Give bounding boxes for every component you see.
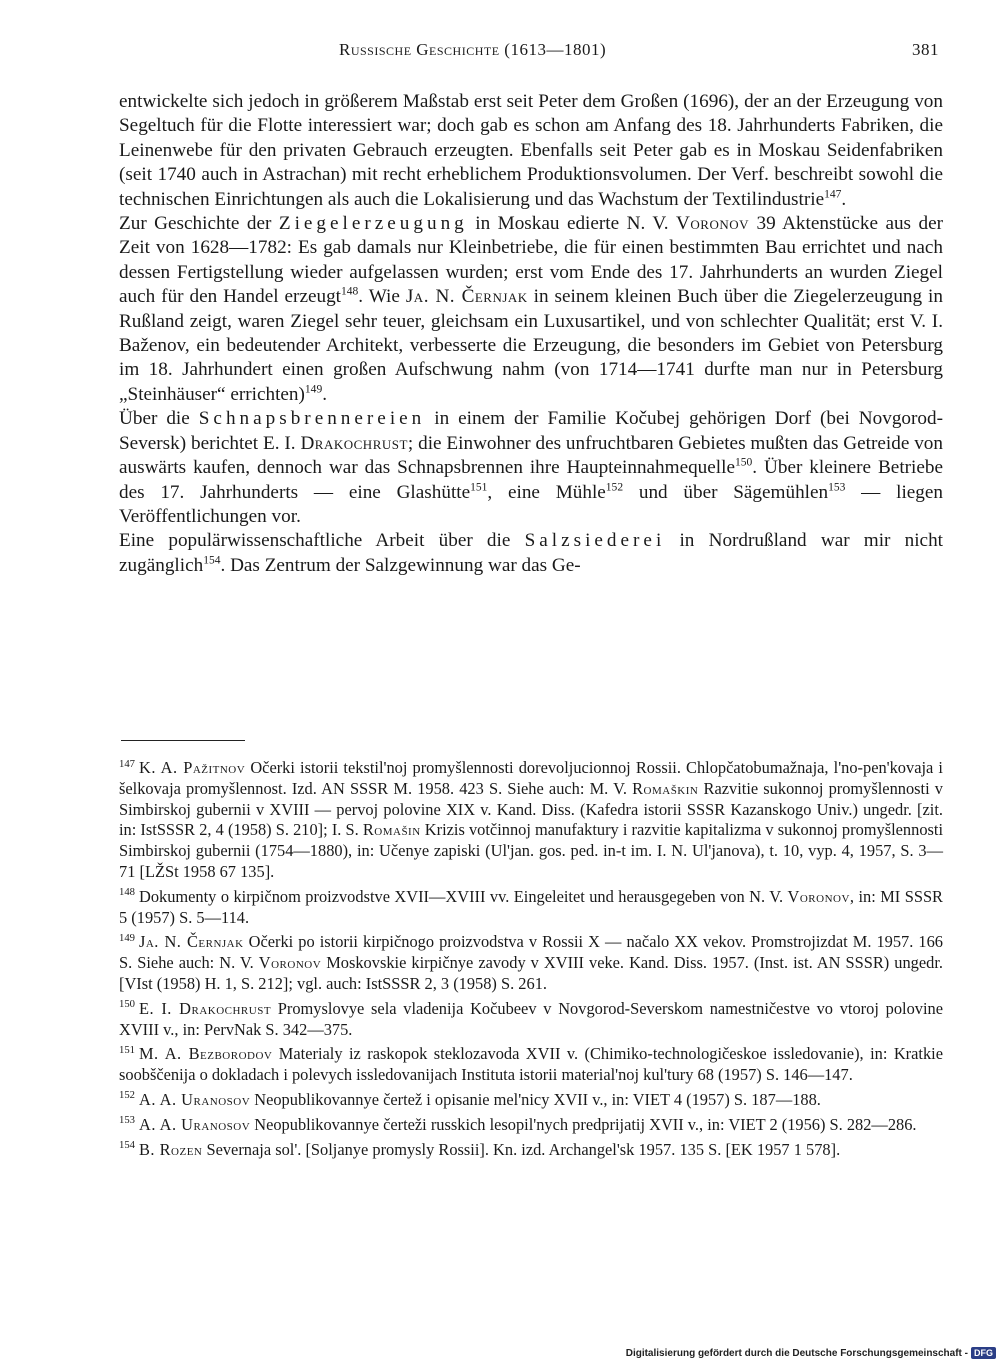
author-name: Ja. N. Černjak (405, 286, 528, 308)
credit-text: Digitalisierung gefördert durch die Deutsche Forschungsgemeinschaft - (625, 1347, 968, 1359)
footnote-text: Očerki po istorii kirpičnogo proizvodstva v Rossii X — načalo XX vekov. Promstrojizdat M. 1957. 166 S. Siehe auch: N. V. (119, 932, 943, 973)
paragraph-text: ; die Einwohner des unfruchtbaren Gebietes mußten das Getreide von auswärts kaufen, dennoch war das Schnapsbrennen ihre Haupteinnahmequelle (119, 432, 943, 479)
footnote-151 (119, 1044, 943, 1086)
page-number: 381 (912, 40, 939, 59)
paragraph-text: . Das Zentrum der Salzgewinnung war das Ge- (220, 554, 581, 576)
footnote-text: Dokumenty o kirpičnom proizvodstve XVII—XVIII vv. Eingeleitet und herausgegeben von N. V. (138, 886, 788, 906)
paragraph-text: entwickelte sich jedoch in größerem Maßstab erst seit Peter dem Großen (1696), der an der Erzeugung von Segeltuch für die Flotte interessiert war; doch gab es schon am Anfang des 18. Jahrhunderts Fabriken, die Leinenwebe für den privaten Gebrauch erzeugten. Ebenfalls seit Peter gab es in Moskau Seidenfabriken (seit 1740 auch in Astrachan) mit recht erheblichem Produktionsvolumen. Der Verf. beschreibt sowohl die technischen Einrichtungen als auch die Lokalisierung und das Wachstum der Textilindustrie (119, 91, 943, 210)
spaced-keyword: Ziegelerzeugung (278, 213, 468, 235)
footnote-153 (119, 1115, 943, 1136)
footnote-number: 148 (119, 887, 135, 899)
footnote-ref: 152 (605, 481, 624, 494)
paragraph-text: und über Sägemühlen (623, 481, 829, 503)
footnote-ref: 153 (828, 481, 846, 494)
footnote-text: Neopublikovannye čertež i opisanie mel'nicy XVII v., in: VIET 4 (1957) S. 187—188. (250, 1089, 821, 1109)
footnote-ref: 150 (734, 456, 753, 469)
paragraph-text: Über die (119, 408, 199, 430)
paragraph-text: , eine Mühle (487, 481, 606, 503)
footnote-text: , in: MI SSSR 5 (1957) S. 5—114. (119, 886, 943, 927)
footnote-text: Krizis votčinnoj manufaktury i razvitie kapitalizma v sukonnoj promyšlennosti Simbirskoj gubernii (1754—1880), in: Učenye zapiski (Ul'jan. gos. ped. in-t im. I. N. Ul'janova), t. 10, vyp. 4, 1957, S. 3—71 [LŽSt 1958 67 135]. (119, 820, 943, 881)
footnote-number: 153 (119, 1115, 135, 1127)
footnote-ref: 154 (203, 554, 221, 567)
dfg-logo: DFG (971, 1347, 996, 1359)
footnote-text: Očerki istorii tekstil'noj promyšlennosti dorevoljucionnoj Rossii. Chlopčatobumažnaja, l'no-pen'kovaja i šelkovaja promyšlennost. Izd. AN SSSR M. 1958. 423 S. Siehe auch: M. V. (119, 758, 943, 798)
footnote-author: E. I. Drakochrust (138, 998, 272, 1018)
paragraph-text: in Nordrußland war mir nicht zugänglich (119, 530, 943, 576)
footnote-149 (119, 932, 943, 994)
paragraph-text: . Wie (358, 286, 406, 308)
footnote-author: K. A. Pažitnov (138, 758, 246, 777)
footnote-text: Razvitie sukonnoj promyšlennosti v Simbirskoj gubernii v XVIII — pervoj polovine XIX v. Kand. Diss. (Kafedra istorii SSSR Kazanskogo Univ.) ungedr. [zit. in: IstSSSR 2, 4 (1958) S. 210]; I. S. (119, 778, 943, 840)
author-name: Voronov (676, 213, 749, 235)
footnote-author: A. A. Uranosov (138, 1114, 251, 1134)
main-text (119, 90, 943, 578)
footnote-ref: 148 (341, 285, 359, 298)
footnote-number: 154 (119, 1140, 135, 1152)
footnote-number: 147 (119, 758, 135, 770)
paragraph-text: in einem der Familie Kočubej gehörigen Dorf (bei Novgorod-Seversk) berichtet E. I. (119, 408, 943, 454)
paragraph-distilleries (119, 407, 943, 529)
footnote-ref: 149 (304, 383, 323, 396)
paragraph-text: . (322, 383, 327, 405)
footnote-ref: 147 (824, 188, 842, 201)
paragraph-salt (119, 529, 943, 578)
spaced-keyword: Schnapsbrennereien (198, 408, 426, 430)
paragraph-bricks (119, 212, 943, 407)
footnote-number: 151 (119, 1044, 135, 1056)
footnote-author: Voronov (258, 953, 322, 973)
footnote-divider (121, 740, 245, 741)
footnote-text: Promyslovye sela vladenija Kočubeev v Novgorod-Severskom namestničestve vo vtoroj polovine XVIII v., in: PervNak S. 342—375. (119, 998, 943, 1039)
footnote-author: Romaškin (632, 778, 699, 798)
paragraph-text: — liegen Veröffentlichungen vor. (119, 481, 943, 527)
paragraph-text: Zur Geschichte der (119, 213, 279, 235)
footnote-147 (119, 758, 943, 883)
paragraph-text: 39 Aktenstücke aus der Zeit von 1628—1782: Es gab damals nur Kleinbetriebe, die für einen bestimmten Bau errichtet und nach dessen Fertigstellung wieder aufgelassen wurden; erst vom Ende des 17. Jahrhunderts an wurden Ziegel auch für den Handel erzeugt (119, 213, 943, 308)
author-name: Drakochrust (300, 432, 408, 454)
footnote-number: 149 (119, 932, 135, 944)
footnote-ref: 151 (470, 481, 488, 494)
running-title: Russische Geschichte (1613—1801) (339, 40, 607, 59)
spaced-keyword: Salzsiederei (524, 530, 666, 552)
footnote-author: M. A. Bezborodov (138, 1044, 273, 1064)
paragraph-text: in seinem kleinen Buch über die Ziegelerzeugung in Rußland zeigt, waren Ziegel sehr teuer, gleichsam ein Luxusartikel, und von schlechter Qualität; erst V. I. Baženov, ein bedeutender Architekt, verbesserte die Erzeugung, die besonders im Gebiet von Petersburg im 18. Jahrhundert einen großen Aufschwung nahm (von 1714—1741 durfte man nur in Petersburg „Steinhäuser“ errichten) (119, 286, 943, 405)
footnote-text: Materialy iz raskopok steklozavoda XVII v. (Chimiko-technologičeskoe issledovanie), in: Kratkie soobščenija o dokladach i polevych issledovanijach Instituta istorii material'noj kul'tury 68 (1957) S. 146—147. (119, 1044, 943, 1085)
paragraph-text: Eine populärwissenschaftliche Arbeit über die (119, 530, 525, 552)
footnote-author: B. Rozen (138, 1139, 203, 1159)
footnote-148 (119, 887, 943, 929)
footnote-author: Ja. N. Černjak (138, 932, 244, 952)
running-header (119, 40, 943, 64)
footnote-text: Moskovskie kirpičnye zavody v XVIII veke. Kand. Diss. 1957. (Inst. ist. AN SSSR) ungedr. [VIst (1958) H. 1, S. 212]; vgl. auch: IstSSSR 2, 3 (1958) S. 261. (119, 953, 943, 993)
footnote-152 (119, 1090, 943, 1111)
footnote-author: Romašin (362, 820, 421, 840)
footnotes (119, 758, 943, 1164)
paragraph-text: in Moskau edierte N. V. (467, 213, 677, 235)
footnote-text: Neopublikovannye čerteži russkich lesopil'nych predprijatij XVII v., in: VIET 2 (1956) S. 282—286. (250, 1114, 917, 1134)
footnote-author: Voronov (787, 886, 850, 906)
footnote-text: Severnaja sol'. [Soljanye promysly Rossii]. Kn. izd. Archangel'sk 1957. 135 S. [EK 1957 1 578]. (202, 1139, 841, 1159)
paragraph-text: . (841, 188, 847, 210)
paragraph-text: . Über kleinere Betriebe des 17. Jahrhunderts — eine Glashütte (119, 457, 944, 503)
digitization-credit (626, 1347, 996, 1359)
footnote-number: 150 (119, 999, 135, 1011)
footnote-number: 152 (119, 1090, 135, 1102)
footnote-154 (119, 1140, 943, 1161)
paragraph-textiles (119, 90, 943, 212)
footnote-150 (119, 999, 943, 1041)
footnote-author: A. A. Uranosov (138, 1089, 251, 1109)
